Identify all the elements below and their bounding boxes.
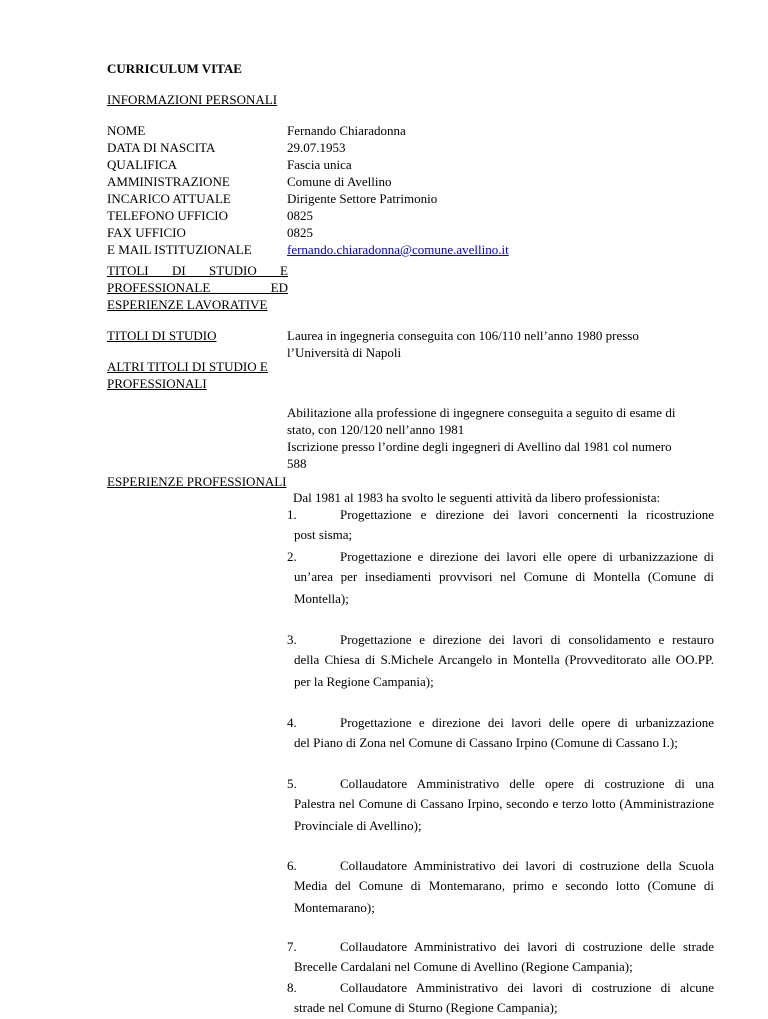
cv-title: CURRICULUM VITAE: [107, 61, 242, 76]
list-item: [287, 775, 714, 855]
value-incarico: Dirigente Settore Patrimonio: [287, 191, 438, 206]
item-number: 7.: [287, 939, 297, 954]
item-number: 1.: [287, 507, 297, 522]
item-text: strade nel Comune di Sturno (Regione Campania);: [294, 1000, 558, 1015]
item-number: 6.: [287, 858, 297, 873]
altri-line3: Iscrizione presso l’ordine degli ingegneri di Avellino dal 1981 col numero: [287, 439, 672, 454]
label-nome: NOME: [107, 123, 146, 138]
item-number: 8.: [287, 980, 297, 995]
item-first-line: Progettazione e direzione dei lavori delle opere di urbanizzazione: [340, 715, 714, 730]
item-first-line: Collaudatore Amministrativo dei lavori di costruzione delle strade: [340, 939, 714, 954]
altri-label-line1: ALTRI TITOLI DI STUDIO E: [107, 359, 268, 374]
titoli-heading-line1: TITOLI DI STUDIO E: [107, 263, 288, 278]
list-item: [287, 938, 714, 978]
item-text: un’area per insediamenti provvisori nel Comune di Montella (Comune di Montella);: [294, 569, 714, 606]
value-qualifica: Fascia unica: [287, 157, 352, 172]
label-incarico: INCARICO ATTUALE: [107, 191, 231, 206]
list-item: [287, 857, 714, 937]
item-number: 5.: [287, 776, 297, 791]
value-data-nascita: 29.07.1953: [287, 140, 346, 155]
item-first-line: Progettazione e direzione dei lavori di consolidamento e restauro: [340, 632, 714, 647]
email-link[interactable]: fernando.chiaradonna@comune.avellino.it: [287, 242, 509, 257]
item-text: Brecelle Cardalani nel Comune di Avellino (Regione Campania);: [294, 959, 633, 974]
item-first-line: Progettazione e direzione dei lavori elle opere di urbanizzazione di: [340, 549, 714, 564]
value-amministrazione: Comune di Avellino: [287, 174, 392, 189]
item-text: del Piano di Zona nel Comune di Cassano Irpino (Comune di Cassano I.);: [294, 735, 678, 750]
item-text: Media del Comune di Montemarano, primo e secondo lotto (Comune di Montemarano);: [294, 878, 714, 915]
personal-info-heading: INFORMAZIONI PERSONALI: [107, 92, 278, 107]
list-item: [287, 548, 714, 628]
label-data-nascita: DATA DI NASCITA: [107, 140, 216, 155]
label-telefono: TELEFONO UFFICIO: [107, 208, 228, 223]
altri-line1: Abilitazione alla professione di ingegnere conseguita a seguito di esame di: [287, 405, 676, 420]
item-text: post sisma;: [294, 527, 353, 542]
list-item: [287, 506, 714, 546]
item-text: della Chiesa di S.Michele Arcangelo in Montella (Provveditorato alle OO.PP. per la Regione Campania);: [294, 652, 714, 689]
item-number: 4.: [287, 715, 297, 730]
studio-label: TITOLI DI STUDIO: [107, 328, 217, 343]
label-fax: FAX UFFICIO: [107, 225, 186, 240]
item-first-line: Collaudatore Amministrativo delle opere di costruzione di una: [340, 776, 714, 791]
label-email: E MAIL ISTITUZIONALE: [107, 242, 252, 257]
studio-line2: l’Università di Napoli: [287, 345, 402, 360]
item-first-line: Collaudatore Amministrativo dei lavori di costruzione della Scuola: [340, 858, 714, 873]
titoli-heading-line2: PROFESSIONALE ED: [107, 280, 288, 295]
studio-line1: Laurea in ingegneria conseguita con 106/110 nell’anno 1980 presso: [287, 328, 639, 343]
item-text: Palestra nel Comune di Cassano Irpino, secondo e terzo lotto (Amministrazione Provinciale di Avellino);: [294, 796, 714, 833]
list-item: [287, 979, 714, 1015]
titoli-heading-line3: ESPERIENZE LAVORATIVE: [107, 297, 268, 312]
value-fax: 0825: [287, 225, 313, 240]
esperienze-intro: Dal 1981 al 1983 ha svolto le seguenti attività da libero professionista:: [293, 490, 661, 505]
item-first-line: Progettazione e direzione dei lavori concernenti la ricostruzione: [340, 507, 714, 522]
list-item: [287, 631, 714, 711]
label-qualifica: QUALIFICA: [107, 157, 178, 172]
item-number: 3.: [287, 632, 297, 647]
altri-line4: 588: [287, 456, 307, 471]
altri-label-line2: PROFESSIONALI: [107, 376, 207, 391]
value-nome: Fernando Chiaradonna: [287, 123, 406, 138]
item-first-line: Collaudatore Amministrativo dei lavori di costruzione di alcune: [340, 980, 714, 995]
item-number: 2.: [287, 549, 297, 564]
label-amministrazione: AMMINISTRAZIONE: [107, 174, 230, 189]
esperienze-label: ESPERIENZE PROFESSIONALI: [107, 474, 287, 489]
value-telefono: 0825: [287, 208, 313, 223]
list-item: [287, 714, 714, 774]
altri-line2: stato, con 120/120 nell’anno 1981: [287, 422, 465, 437]
